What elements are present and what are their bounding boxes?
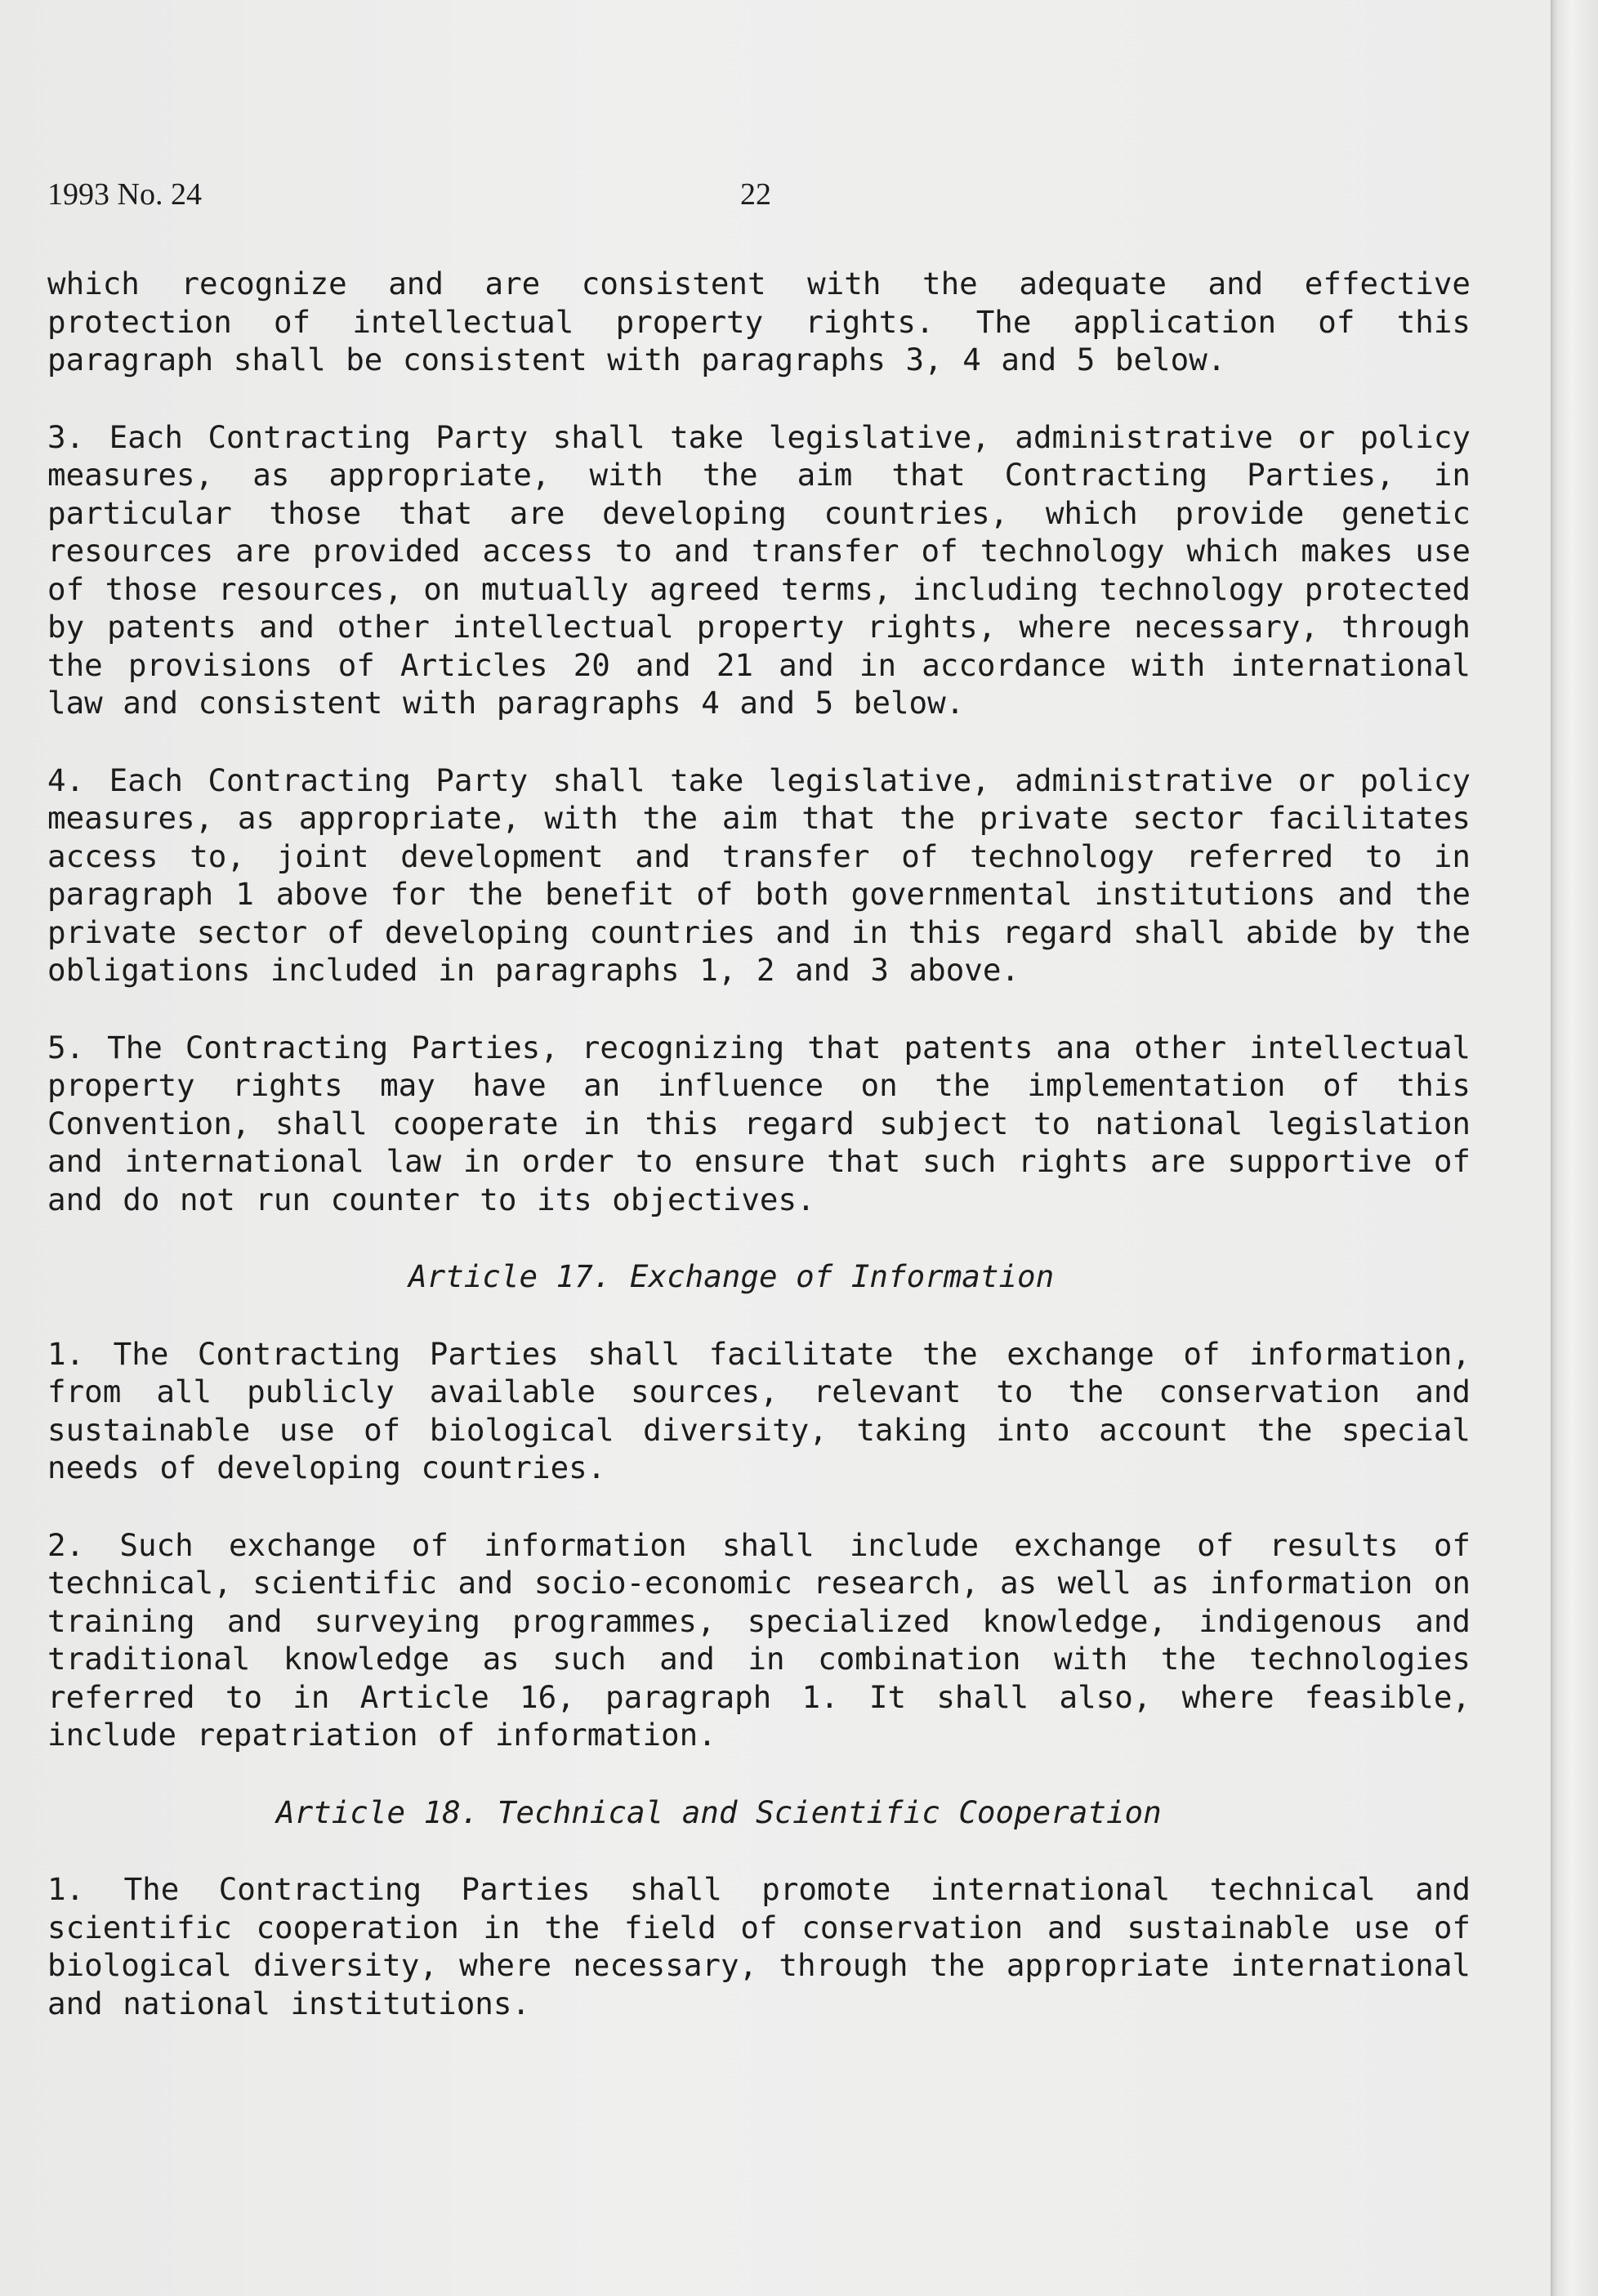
article-18-heading: Article 18. Technical and Scientific Cooperation xyxy=(276,1793,1162,1830)
article-18-paragraph-1: 1. The Contracting Parties shall promote international technical and scientific cooperation in the field of conservation and sustainable use of biological diversity, where necessary, through the appropriate international and national institutions. xyxy=(47,1871,1471,2021)
page-number: 22 xyxy=(740,177,771,212)
document-reference: 1993 No. 24 xyxy=(47,177,202,212)
paragraph-4: 4. Each Contracting Party shall take legislative, administrative or policy measures, as appropriate, with the aim that the private sector facilitates access to, joint development and transfer of technology referred to in paragraph 1 above for the benefit of both governmental institutions and the private sector of developing countries and in this regard shall abide by the obligations included in paragraphs 1, 2 and 3 above. xyxy=(47,762,1471,988)
article-17-paragraph-1: 1. The Contracting Parties shall facilitate the exchange of information, from all publicly available sources, relevant to the conservation and sustainable use of biological diversity, taking into account the special needs of developing countries. xyxy=(47,1335,1471,1485)
document-body xyxy=(47,265,1471,2061)
paragraph-3: 3. Each Contracting Party shall take legislative, administrative or policy measures, as appropriate, with the aim that Contracting Parties, in particular those that are developing countries, which provide genetic resources are provided access to and transfer of technology which makes use of those resources, on mutually agreed terms, including technology protected by patents and other intellectual property rights, where necessary, through the provisions of Articles 20 and 21 and in accordance with international law and consistent with paragraphs 4 and 5 below. xyxy=(47,418,1471,721)
paragraph-continuation: which recognize and are consistent with the adequate and effective protection of intellectual property rights. The application of this paragraph shall be consistent with paragraphs 3, 4 and 5 below. xyxy=(47,266,1471,377)
article-17-heading: Article 17. Exchange of Information xyxy=(408,1258,1055,1294)
page-header xyxy=(47,176,1518,226)
article-17-paragraph-2: 2. Such exchange of information shall include exchange of results of technical, scientific and socio-economic research, as well as information on training and surveying programmes, specialized knowledge, indigenous and traditional knowledge as such and in combination with the technologies referred to in Article 16, paragraph 1. It shall also, where feasible, include repatriation of information. xyxy=(47,1526,1471,1753)
page-edge-shadow xyxy=(1551,0,1598,2296)
paragraph-5: 5. The Contracting Parties, recognizing that patents ana other intellectual property rights may have an influence on the implementation of this Convention, shall cooperate in this regard subject to national legislation and international law in order to ensure that such rights are supportive of and do not run counter to its objectives. xyxy=(47,1029,1471,1217)
